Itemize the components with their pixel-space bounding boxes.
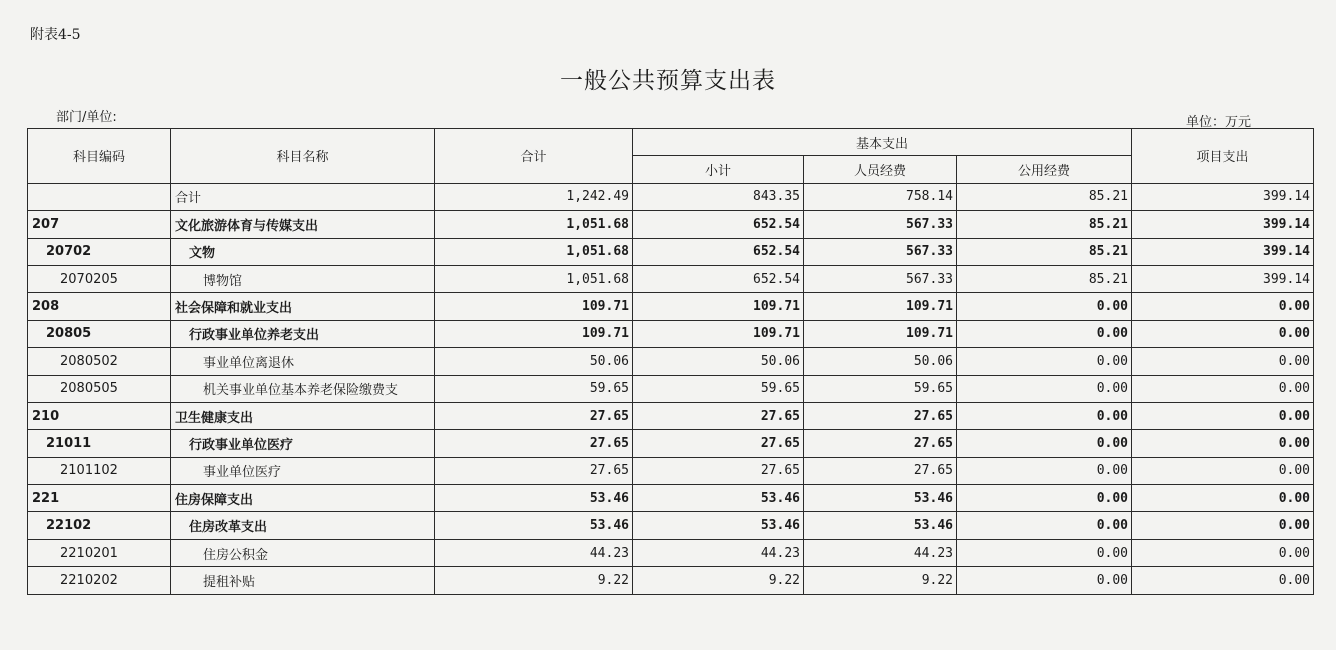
cell-public: 0.00 [957, 348, 1132, 375]
cell-subtotal: 44.23 [633, 539, 804, 566]
cell-subtotal: 109.71 [633, 320, 804, 347]
table-row [28, 402, 1314, 429]
cell-project: 0.00 [1132, 457, 1314, 484]
cell-subtotal: 652.54 [633, 265, 804, 292]
cell-code: 22102 [28, 512, 171, 539]
cell-name: 文物 [171, 238, 435, 265]
cell-project: 0.00 [1132, 402, 1314, 429]
cell-subtotal: 9.22 [633, 567, 804, 594]
table-row [28, 512, 1314, 539]
cell-total: 1,242.49 [435, 183, 633, 210]
table-row [28, 485, 1314, 512]
cell-name: 合计 [171, 183, 435, 210]
cell-subtotal: 59.65 [633, 375, 804, 402]
cell-total: 59.65 [435, 375, 633, 402]
cell-project: 0.00 [1132, 320, 1314, 347]
department-label: 部门/单位: [56, 110, 117, 125]
header-personnel: 人员经费 [804, 156, 957, 183]
table-body [28, 183, 1314, 594]
cell-subtotal: 109.71 [633, 293, 804, 320]
cell-public: 0.00 [957, 375, 1132, 402]
cell-personnel: 109.71 [804, 293, 957, 320]
cell-personnel: 50.06 [804, 348, 957, 375]
cell-code: 20805 [28, 320, 171, 347]
cell-public: 0.00 [957, 402, 1132, 429]
cell-subtotal: 843.35 [633, 183, 804, 210]
header-total: 合计 [435, 129, 633, 184]
cell-public: 85.21 [957, 265, 1132, 292]
cell-public: 85.21 [957, 238, 1132, 265]
cell-personnel: 27.65 [804, 430, 957, 457]
cell-name: 住房改革支出 [171, 512, 435, 539]
cell-project: 399.14 [1132, 265, 1314, 292]
cell-code: 207 [28, 211, 171, 238]
cell-public: 85.21 [957, 183, 1132, 210]
header-project: 项目支出 [1132, 129, 1314, 184]
cell-project: 399.14 [1132, 183, 1314, 210]
cell-total: 44.23 [435, 539, 633, 566]
cell-subtotal: 27.65 [633, 457, 804, 484]
cell-total: 27.65 [435, 457, 633, 484]
cell-code: 2080505 [28, 375, 171, 402]
header-name: 科目名称 [171, 129, 435, 184]
cell-code: 2070205 [28, 265, 171, 292]
cell-name: 文化旅游体育与传媒支出 [171, 211, 435, 238]
cell-public: 0.00 [957, 485, 1132, 512]
cell-public: 0.00 [957, 567, 1132, 594]
cell-name: 行政事业单位养老支出 [171, 320, 435, 347]
cell-personnel: 44.23 [804, 539, 957, 566]
cell-project: 0.00 [1132, 293, 1314, 320]
cell-subtotal: 652.54 [633, 211, 804, 238]
cell-total: 27.65 [435, 430, 633, 457]
cell-total: 50.06 [435, 348, 633, 375]
table-row [28, 567, 1314, 594]
table-row [28, 293, 1314, 320]
cell-personnel: 567.33 [804, 238, 957, 265]
cell-project: 399.14 [1132, 238, 1314, 265]
cell-name: 事业单位医疗 [171, 457, 435, 484]
cell-public: 0.00 [957, 512, 1132, 539]
cell-total: 53.46 [435, 512, 633, 539]
cell-project: 0.00 [1132, 375, 1314, 402]
cell-total: 109.71 [435, 320, 633, 347]
cell-personnel: 567.33 [804, 265, 957, 292]
cell-personnel: 53.46 [804, 485, 957, 512]
cell-personnel: 59.65 [804, 375, 957, 402]
cell-personnel: 9.22 [804, 567, 957, 594]
cell-public: 0.00 [957, 293, 1132, 320]
cell-personnel: 27.65 [804, 457, 957, 484]
cell-project: 0.00 [1132, 539, 1314, 566]
cell-name: 住房公积金 [171, 539, 435, 566]
cell-public: 85.21 [957, 211, 1132, 238]
table-row [28, 430, 1314, 457]
cell-project: 0.00 [1132, 567, 1314, 594]
cell-public: 0.00 [957, 539, 1132, 566]
cell-personnel: 109.71 [804, 320, 957, 347]
cell-name: 社会保障和就业支出 [171, 293, 435, 320]
cell-total: 9.22 [435, 567, 633, 594]
cell-personnel: 758.14 [804, 183, 957, 210]
cell-name: 行政事业单位医疗 [171, 430, 435, 457]
cell-total: 1,051.68 [435, 265, 633, 292]
cell-name: 卫生健康支出 [171, 402, 435, 429]
cell-code: 2210201 [28, 539, 171, 566]
cell-subtotal: 53.46 [633, 512, 804, 539]
cell-code: 221 [28, 485, 171, 512]
cell-project: 0.00 [1132, 348, 1314, 375]
cell-subtotal: 53.46 [633, 485, 804, 512]
appendix-label: 附表4-5 [30, 27, 81, 43]
cell-code [28, 183, 171, 210]
cell-personnel: 53.46 [804, 512, 957, 539]
unit-label: 单位：万元 [1186, 115, 1252, 130]
table-row [28, 238, 1314, 265]
header-basic: 基本支出 [633, 129, 1132, 156]
cell-subtotal: 27.65 [633, 402, 804, 429]
cell-name: 住房保障支出 [171, 485, 435, 512]
header-code: 科目编码 [28, 129, 171, 184]
cell-total: 27.65 [435, 402, 633, 429]
table-row [28, 320, 1314, 347]
cell-total: 1,051.68 [435, 211, 633, 238]
cell-public: 0.00 [957, 430, 1132, 457]
cell-project: 0.00 [1132, 430, 1314, 457]
cell-code: 2080502 [28, 348, 171, 375]
header-public: 公用经费 [957, 156, 1132, 183]
cell-subtotal: 27.65 [633, 430, 804, 457]
table-row [28, 211, 1314, 238]
cell-name: 博物馆 [171, 265, 435, 292]
cell-project: 399.14 [1132, 211, 1314, 238]
table-row [28, 183, 1314, 210]
cell-code: 210 [28, 402, 171, 429]
table-row [28, 457, 1314, 484]
cell-name: 事业单位离退休 [171, 348, 435, 375]
table-row [28, 265, 1314, 292]
cell-subtotal: 652.54 [633, 238, 804, 265]
cell-total: 109.71 [435, 293, 633, 320]
budget-expenditure-table [27, 128, 1314, 595]
header-subtotal: 小计 [633, 156, 804, 183]
cell-code: 21011 [28, 430, 171, 457]
cell-code: 2210202 [28, 567, 171, 594]
cell-code: 2101102 [28, 457, 171, 484]
cell-project: 0.00 [1132, 512, 1314, 539]
cell-name: 提租补贴 [171, 567, 435, 594]
cell-personnel: 567.33 [804, 211, 957, 238]
table-row [28, 375, 1314, 402]
cell-total: 1,051.68 [435, 238, 633, 265]
cell-code: 20702 [28, 238, 171, 265]
cell-subtotal: 50.06 [633, 348, 804, 375]
cell-total: 53.46 [435, 485, 633, 512]
cell-personnel: 27.65 [804, 402, 957, 429]
cell-project: 0.00 [1132, 485, 1314, 512]
cell-name: 机关事业单位基本养老保险缴费支 [171, 375, 435, 402]
cell-code: 208 [28, 293, 171, 320]
cell-public: 0.00 [957, 457, 1132, 484]
table-row [28, 348, 1314, 375]
cell-public: 0.00 [957, 320, 1132, 347]
page-title: 一般公共预算支出表 [560, 68, 776, 94]
table-row [28, 539, 1314, 566]
